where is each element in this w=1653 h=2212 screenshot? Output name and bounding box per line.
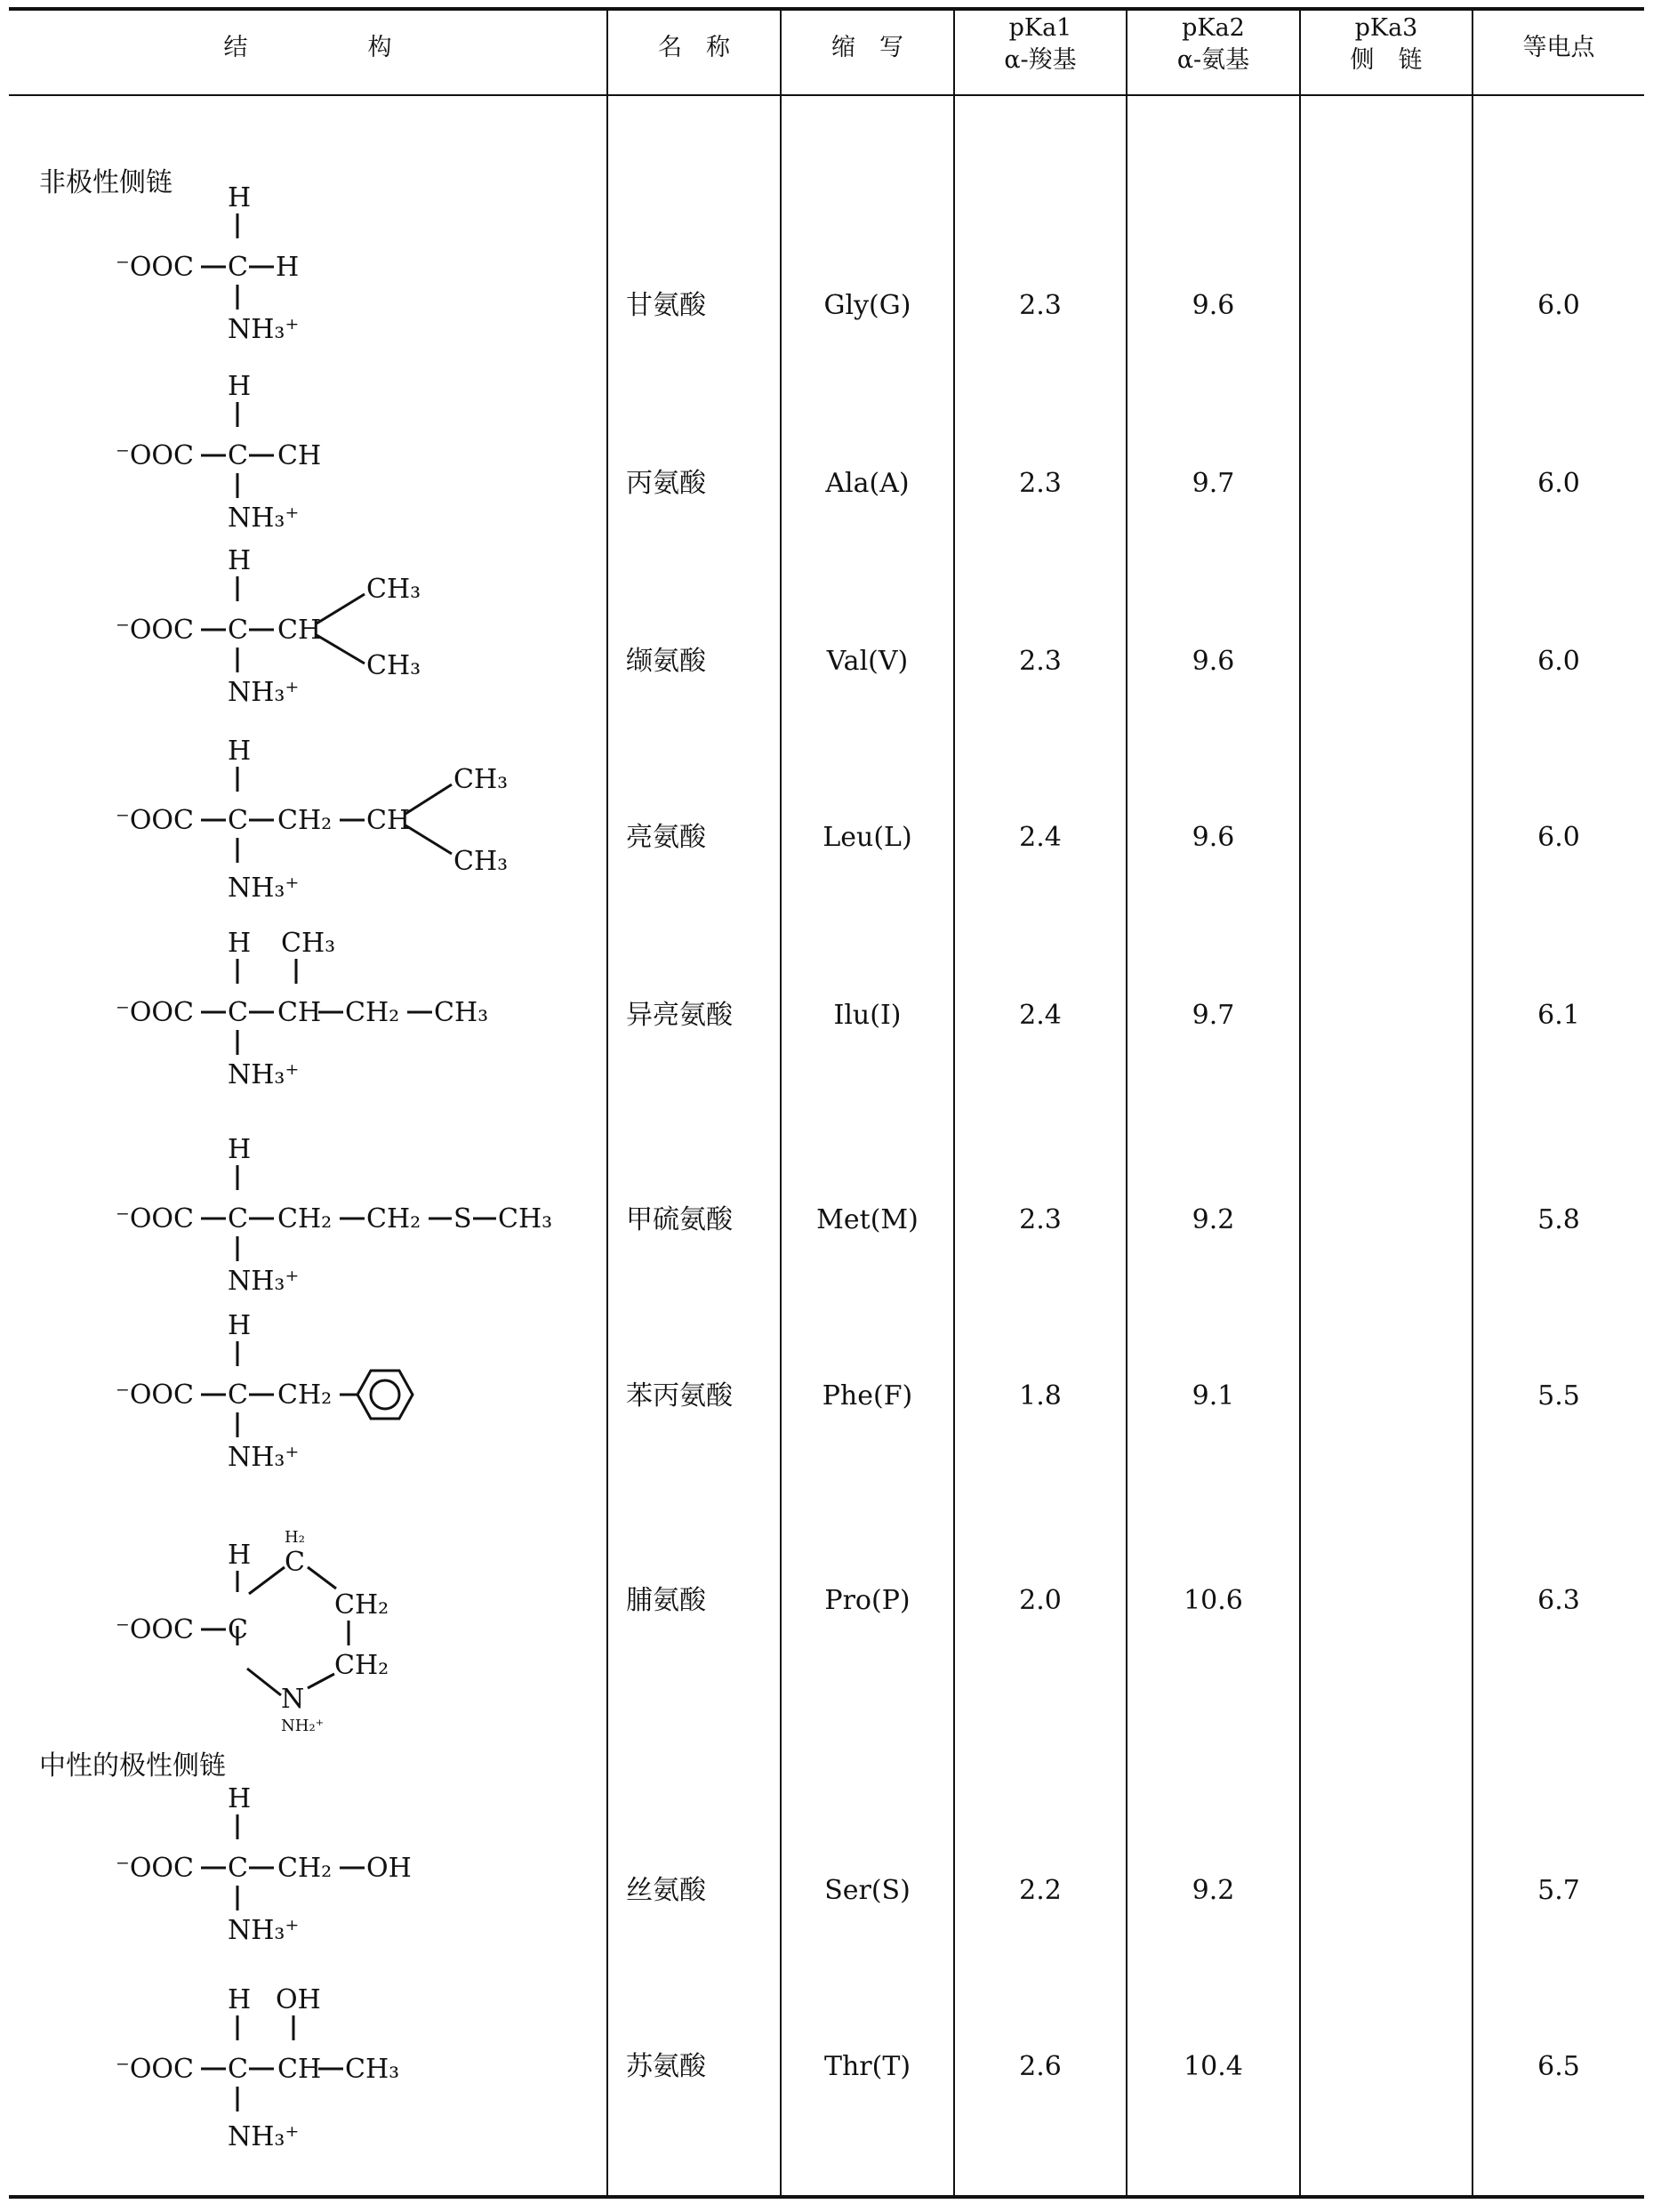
svg-text:CH₂: CH₂ (345, 997, 400, 1028)
svg-text:NH₃⁺: NH₃⁺ (228, 873, 300, 904)
header-structure: 结 构 (223, 34, 392, 61)
isoelectric-point-value: 6.0 (1537, 646, 1580, 677)
svg-text:NH₃⁺: NH₃⁺ (228, 314, 300, 345)
svg-text:CH₃: CH₃ (453, 846, 509, 877)
svg-text:CH₂: CH₂ (334, 1589, 389, 1621)
amino-acid-name: 甘氨酸 (626, 290, 706, 321)
svg-text:⁻OOC: ⁻OOC (116, 805, 194, 836)
pka1-value: 2.3 (1019, 646, 1062, 677)
svg-text:NH₃⁺: NH₃⁺ (228, 503, 300, 534)
svg-text:OH: OH (276, 1984, 321, 2015)
svg-text:CH₃: CH₃ (366, 650, 421, 681)
pka2-value: 9.7 (1192, 1000, 1235, 1031)
structure-threonine (107, 1978, 569, 2168)
svg-text:CH₂: CH₂ (277, 1853, 333, 1884)
section-neutral-polar: 中性的极性侧链 (39, 1750, 226, 1782)
svg-text:CH₃: CH₃ (434, 997, 489, 1028)
pka2-value: 9.2 (1192, 1875, 1235, 1906)
pka2-value: 9.6 (1192, 822, 1235, 853)
svg-text:NH₃⁺: NH₃⁺ (228, 1059, 300, 1090)
amino-acid-name: 亮氨酸 (626, 822, 706, 853)
pka1-value: 2.4 (1019, 822, 1062, 853)
abbreviation: Gly(G) (823, 290, 911, 321)
col-divider (606, 9, 608, 2197)
amino-acid-name: 缬氨酸 (626, 646, 706, 677)
svg-text:CH: CH (277, 2054, 322, 2085)
pka2-value: 9.1 (1192, 1380, 1235, 1412)
svg-text:C: C (228, 2054, 248, 2085)
pka2-value: 10.6 (1184, 1585, 1243, 1616)
structure-phenylalanine (107, 1304, 569, 1485)
pka1-value: 2.2 (1019, 1875, 1062, 1906)
amino-acid-name: 甲硫氨酸 (626, 1204, 733, 1235)
svg-text:⁻OOC: ⁻OOC (116, 252, 194, 283)
pka2-value: 9.6 (1192, 646, 1235, 677)
isoelectric-point-value: 6.1 (1537, 1000, 1580, 1031)
structure-serine (107, 1777, 569, 1959)
svg-text:⁻OOC: ⁻OOC (116, 1203, 194, 1235)
pka1-value: 2.4 (1019, 1000, 1062, 1031)
top-rule (9, 7, 1644, 11)
amino-acid-name: 丙氨酸 (626, 468, 706, 499)
svg-text:C: C (285, 1547, 305, 1578)
svg-text:H: H (228, 1540, 252, 1571)
structure-methionine (107, 1128, 605, 1300)
svg-text:H: H (228, 1783, 252, 1814)
pka1-value: 2.0 (1019, 1585, 1062, 1616)
svg-text:NH₃⁺: NH₃⁺ (228, 1266, 300, 1297)
svg-text:CH: CH (277, 997, 322, 1028)
col-divider (780, 9, 782, 2197)
amino-acid-name: 脯氨酸 (626, 1585, 706, 1616)
abbreviation: Val(V) (826, 646, 909, 677)
svg-text:NH₃⁺: NH₃⁺ (228, 1915, 300, 1946)
structure-glycine (107, 176, 551, 358)
header-pka2: pKa2 α-氨基 (1176, 14, 1250, 74)
svg-text:⁻OOC: ⁻OOC (116, 440, 194, 471)
abbreviation: Met(M) (816, 1204, 919, 1235)
svg-text:CH₃: CH₃ (281, 928, 336, 959)
svg-text:H: H (228, 182, 252, 213)
isoelectric-point-value: 5.7 (1537, 1875, 1580, 1906)
abbreviation: Thr(T) (823, 2051, 911, 2082)
svg-text:H: H (228, 1134, 252, 1165)
svg-text:⁻OOC: ⁻OOC (116, 2054, 194, 2085)
svg-text:⁻OOC: ⁻OOC (116, 997, 194, 1028)
svg-text:C: C (228, 1853, 248, 1884)
pka2-value: 9.6 (1192, 290, 1235, 321)
svg-text:CH₂: CH₂ (277, 1203, 333, 1235)
svg-text:S: S (453, 1203, 472, 1235)
svg-text:C: C (228, 1379, 248, 1411)
svg-text:H: H (228, 736, 252, 767)
svg-text:H: H (228, 1310, 252, 1341)
amino-acid-name: 苯丙氨酸 (626, 1380, 733, 1412)
structure-leucine (107, 729, 587, 920)
header-pka1: pKa1 α-羧基 (1004, 14, 1077, 74)
abbreviation: Ala(A) (825, 468, 910, 499)
col-divider (953, 9, 955, 2197)
svg-text:CH₂: CH₂ (334, 1650, 389, 1681)
abbreviation: Ilu(I) (833, 1000, 902, 1031)
pka2-value: 9.7 (1192, 468, 1235, 499)
svg-text:H₂: H₂ (285, 1528, 305, 1547)
svg-text:NH₃⁺: NH₃⁺ (228, 2121, 300, 2152)
pka1-value: 1.8 (1019, 1380, 1062, 1412)
col-divider (1472, 9, 1473, 2197)
amino-acid-name: 苏氨酸 (626, 2051, 706, 2082)
svg-text:C: C (228, 440, 248, 471)
header-isoelectric-point: 等电点 (1522, 34, 1595, 61)
svg-text:NH₃⁺: NH₃⁺ (228, 1442, 300, 1473)
svg-text:CH₃: CH₃ (345, 2054, 400, 2085)
header-rule (9, 94, 1644, 96)
svg-text:H: H (228, 928, 252, 959)
svg-text:C: C (228, 1614, 248, 1645)
svg-text:H: H (276, 252, 300, 283)
isoelectric-point-value: 5.5 (1537, 1380, 1580, 1412)
isoelectric-point-value: 6.0 (1537, 290, 1580, 321)
header-abbr: 缩 写 (831, 34, 903, 61)
isoelectric-point-value: 6.3 (1537, 1585, 1580, 1616)
svg-text:⁻OOC: ⁻OOC (116, 1379, 194, 1411)
col-divider (1299, 9, 1301, 2197)
svg-text:N: N (281, 1684, 305, 1715)
svg-text:C: C (228, 252, 248, 283)
svg-text:NH₃⁺: NH₃⁺ (228, 677, 300, 708)
isoelectric-point-value: 6.5 (1537, 2051, 1580, 2082)
svg-text:OH: OH (366, 1853, 412, 1884)
abbreviation: Phe(F) (822, 1380, 913, 1412)
svg-text:C: C (228, 615, 248, 646)
svg-text:CH₃: CH₃ (498, 1203, 553, 1235)
isoelectric-point-value: 5.8 (1537, 1204, 1580, 1235)
svg-text:H: H (228, 371, 252, 402)
abbreviation: Leu(L) (822, 822, 912, 853)
svg-text:CH₂: CH₂ (277, 805, 333, 836)
structure-alanine (107, 365, 551, 537)
structure-proline (107, 1521, 569, 1738)
svg-text:C: C (228, 805, 248, 836)
svg-text:CH: CH (277, 615, 322, 646)
section-nonpolar: 非极性侧链 (39, 167, 173, 198)
pka1-value: 2.3 (1019, 468, 1062, 499)
svg-text:H: H (228, 1984, 252, 2015)
header-pka3: pKa3 侧 链 (1350, 14, 1423, 74)
pka1-value: 2.3 (1019, 1204, 1062, 1235)
pka1-value: 2.6 (1019, 2051, 1062, 2082)
svg-text:⁻OOC: ⁻OOC (116, 615, 194, 646)
isoelectric-point-value: 6.0 (1537, 822, 1580, 853)
bottom-rule (9, 2195, 1644, 2199)
svg-text:CH₂: CH₂ (366, 1203, 421, 1235)
header-name: 名 称 (658, 34, 730, 61)
svg-text:C: C (228, 997, 248, 1028)
pka2-value: 10.4 (1184, 2051, 1243, 2082)
svg-text:⁻OOC: ⁻OOC (116, 1614, 194, 1645)
svg-text:CH: CH (366, 805, 411, 836)
svg-text:H: H (228, 545, 252, 576)
abbreviation: Ser(S) (824, 1875, 911, 1906)
amino-acid-name: 异亮氨酸 (626, 1000, 733, 1031)
svg-text:⁻OOC: ⁻OOC (116, 1853, 194, 1884)
structure-isoleucine (107, 921, 605, 1103)
pka1-value: 2.3 (1019, 290, 1062, 321)
svg-text:CH₃: CH₃ (453, 764, 509, 795)
svg-text:CH₃: CH₃ (366, 574, 421, 605)
amino-acid-name: 丝氨酸 (626, 1875, 706, 1906)
col-divider (1126, 9, 1127, 2197)
svg-text:C: C (228, 1203, 248, 1235)
isoelectric-point-value: 6.0 (1537, 468, 1580, 499)
svg-text:CH: CH (277, 440, 322, 471)
abbreviation: Pro(P) (824, 1585, 911, 1616)
svg-text:CH₂: CH₂ (277, 1379, 333, 1411)
pka2-value: 9.2 (1192, 1204, 1235, 1235)
structure-valine (107, 539, 551, 720)
svg-text:NH₂⁺: NH₂⁺ (281, 1717, 325, 1734)
